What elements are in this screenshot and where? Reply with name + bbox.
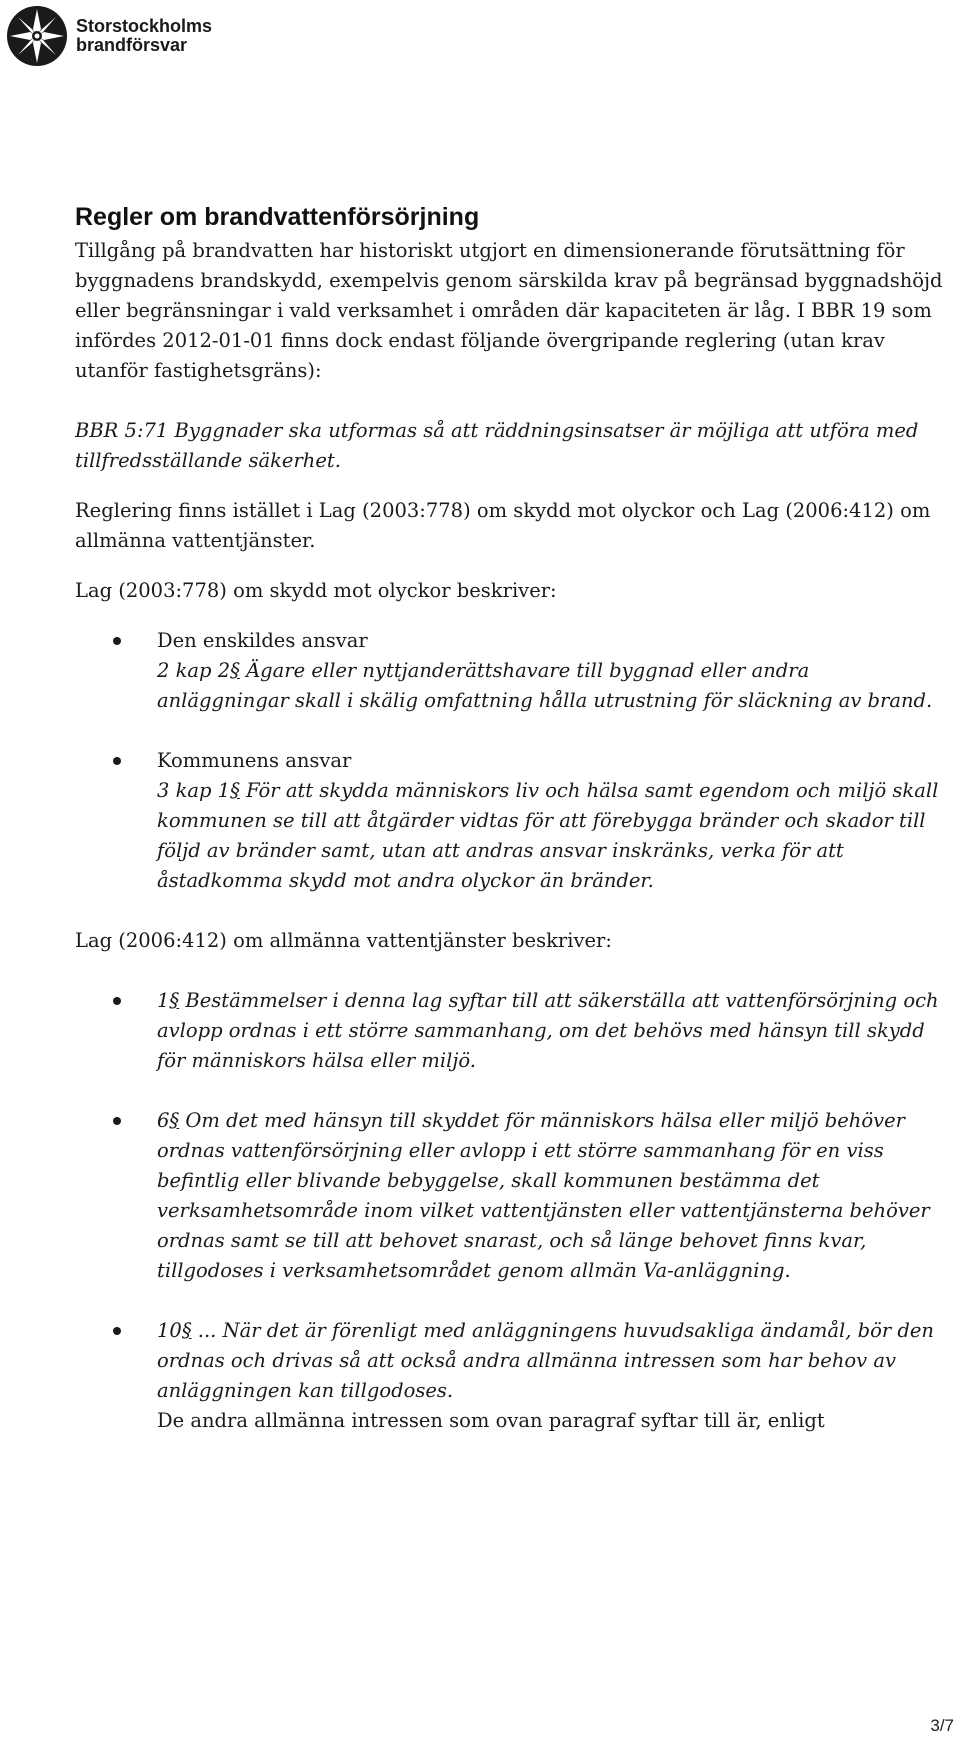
section-body: Ägare eller nyttjanderättshavare till byggnad eller andra anläggningar skall i skälig omfattning hålla utrustning för släckning av brand. — [157, 659, 933, 712]
list-item — [75, 1316, 945, 1436]
list-item-label: Kommunens ansvar — [157, 749, 352, 772]
continuation-text: De andra allmänna intressen som ovan paragraf syftar till är, enligt — [157, 1409, 825, 1432]
brand-name-line2: brandförsvar — [76, 35, 188, 55]
bullet-icon — [113, 757, 121, 765]
law-section-text — [157, 1106, 945, 1286]
brand-logo — [6, 5, 212, 67]
page-number: 3/7 — [930, 1716, 954, 1735]
section-number: 1 — [157, 989, 170, 1012]
lso-heading: Lag (2003:778) om skydd mot olyckor beskriver: — [75, 579, 557, 602]
law-section-text — [157, 1316, 945, 1406]
star-emblem-icon — [6, 5, 68, 67]
section-symbol: § — [181, 1319, 192, 1342]
bullet-icon — [113, 997, 121, 1005]
brand-name — [76, 17, 212, 55]
list-item — [75, 986, 945, 1076]
document-body — [75, 202, 945, 1436]
list-item — [75, 1106, 945, 1286]
bullet-icon — [113, 1327, 121, 1335]
bbr-quote: BBR 5:71 Byggnader ska utformas så att räddningsinsatser är möjliga att utföra med tillfredsställande säkerhet. — [75, 419, 919, 472]
list-item-label: Den enskildes ansvar — [157, 629, 368, 652]
section-number: 2 kap 2 — [157, 659, 231, 682]
law-section-text — [157, 656, 945, 716]
intro-paragraph: Tillgång på brandvatten har historiskt utgjort en dimensionerande förutsättning för byggnadens brandskydd, exempelvis genom särskilda krav på begränsad byggnadshöjd eller begränsningar i vald verksamhet i områden där kapaciteten är låg. I BBR 19 som infördes 2012-01-01 finns dock endast följande övergripande reglering (utan krav utanför fastighetsgräns): — [75, 239, 943, 382]
section-number: 10 — [157, 1319, 182, 1342]
section-symbol: § — [230, 779, 240, 802]
section-body: För att skydda människors liv och hälsa samt egendom och miljö skall kommunen se till att åtgärder vidtas för att förebygga bränder och skador till följd av bränder samt, utan att andras ansvar inskränks, verka för att åstadkomma skydd mot andra olyckor än bränder. — [157, 779, 939, 892]
section-symbol: § — [169, 1109, 180, 1132]
section-body: Bestämmelser i denna lag syftar till att säkerställa att vattenförsörjning och avlopp ordnas i ett större sammanhang, om det behövs med hänsyn till skydd för människors hälsa eller miljö. — [157, 989, 939, 1072]
lav-heading: Lag (2006:412) om allmänna vattentjänster beskriver: — [75, 929, 612, 952]
section-number: 3 kap 1 — [157, 779, 231, 802]
law-section-text — [157, 776, 945, 896]
brand-name-line1: Storstockholms — [76, 16, 213, 36]
section-symbol: § — [230, 659, 240, 682]
section-body: Om det med hänsyn till skyddet för människors hälsa eller miljö behöver ordnas vattenförsörjning eller avlopp i ett större sammanhang för en viss befintlig eller blivande bebyggelse, skall kommunen bestämma det verksamhetsområde inom vilket vattentjänsten eller vattentjänsterna behöver ordnas samt se till att behovet snarast, och så länge behovet finns kvar, tillgodoses i verksamhetsområdet genom allmän Va-anläggning. — [157, 1109, 930, 1282]
lav-list — [75, 986, 945, 1436]
section-body: ... När det är förenligt med anläggningens huvudsakliga ändamål, bör den ordnas och drivas så att också andra allmänna intressen som har behov av anläggningen kan tillgodoses. — [157, 1319, 934, 1402]
law-section-text — [157, 986, 945, 1076]
regulation-note: Reglering finns istället i Lag (2003:778) om skydd mot olyckor och Lag (2006:412) om allmänna vattentjänster. — [75, 499, 931, 552]
list-item — [75, 626, 945, 716]
bullet-icon — [113, 1117, 121, 1125]
lso-list — [75, 626, 945, 896]
list-item — [75, 746, 945, 896]
bullet-icon — [113, 637, 121, 645]
document-title: Regler om brandvattenförsörjning — [75, 203, 480, 231]
section-symbol: § — [169, 989, 180, 1012]
section-number: 6 — [157, 1109, 170, 1132]
